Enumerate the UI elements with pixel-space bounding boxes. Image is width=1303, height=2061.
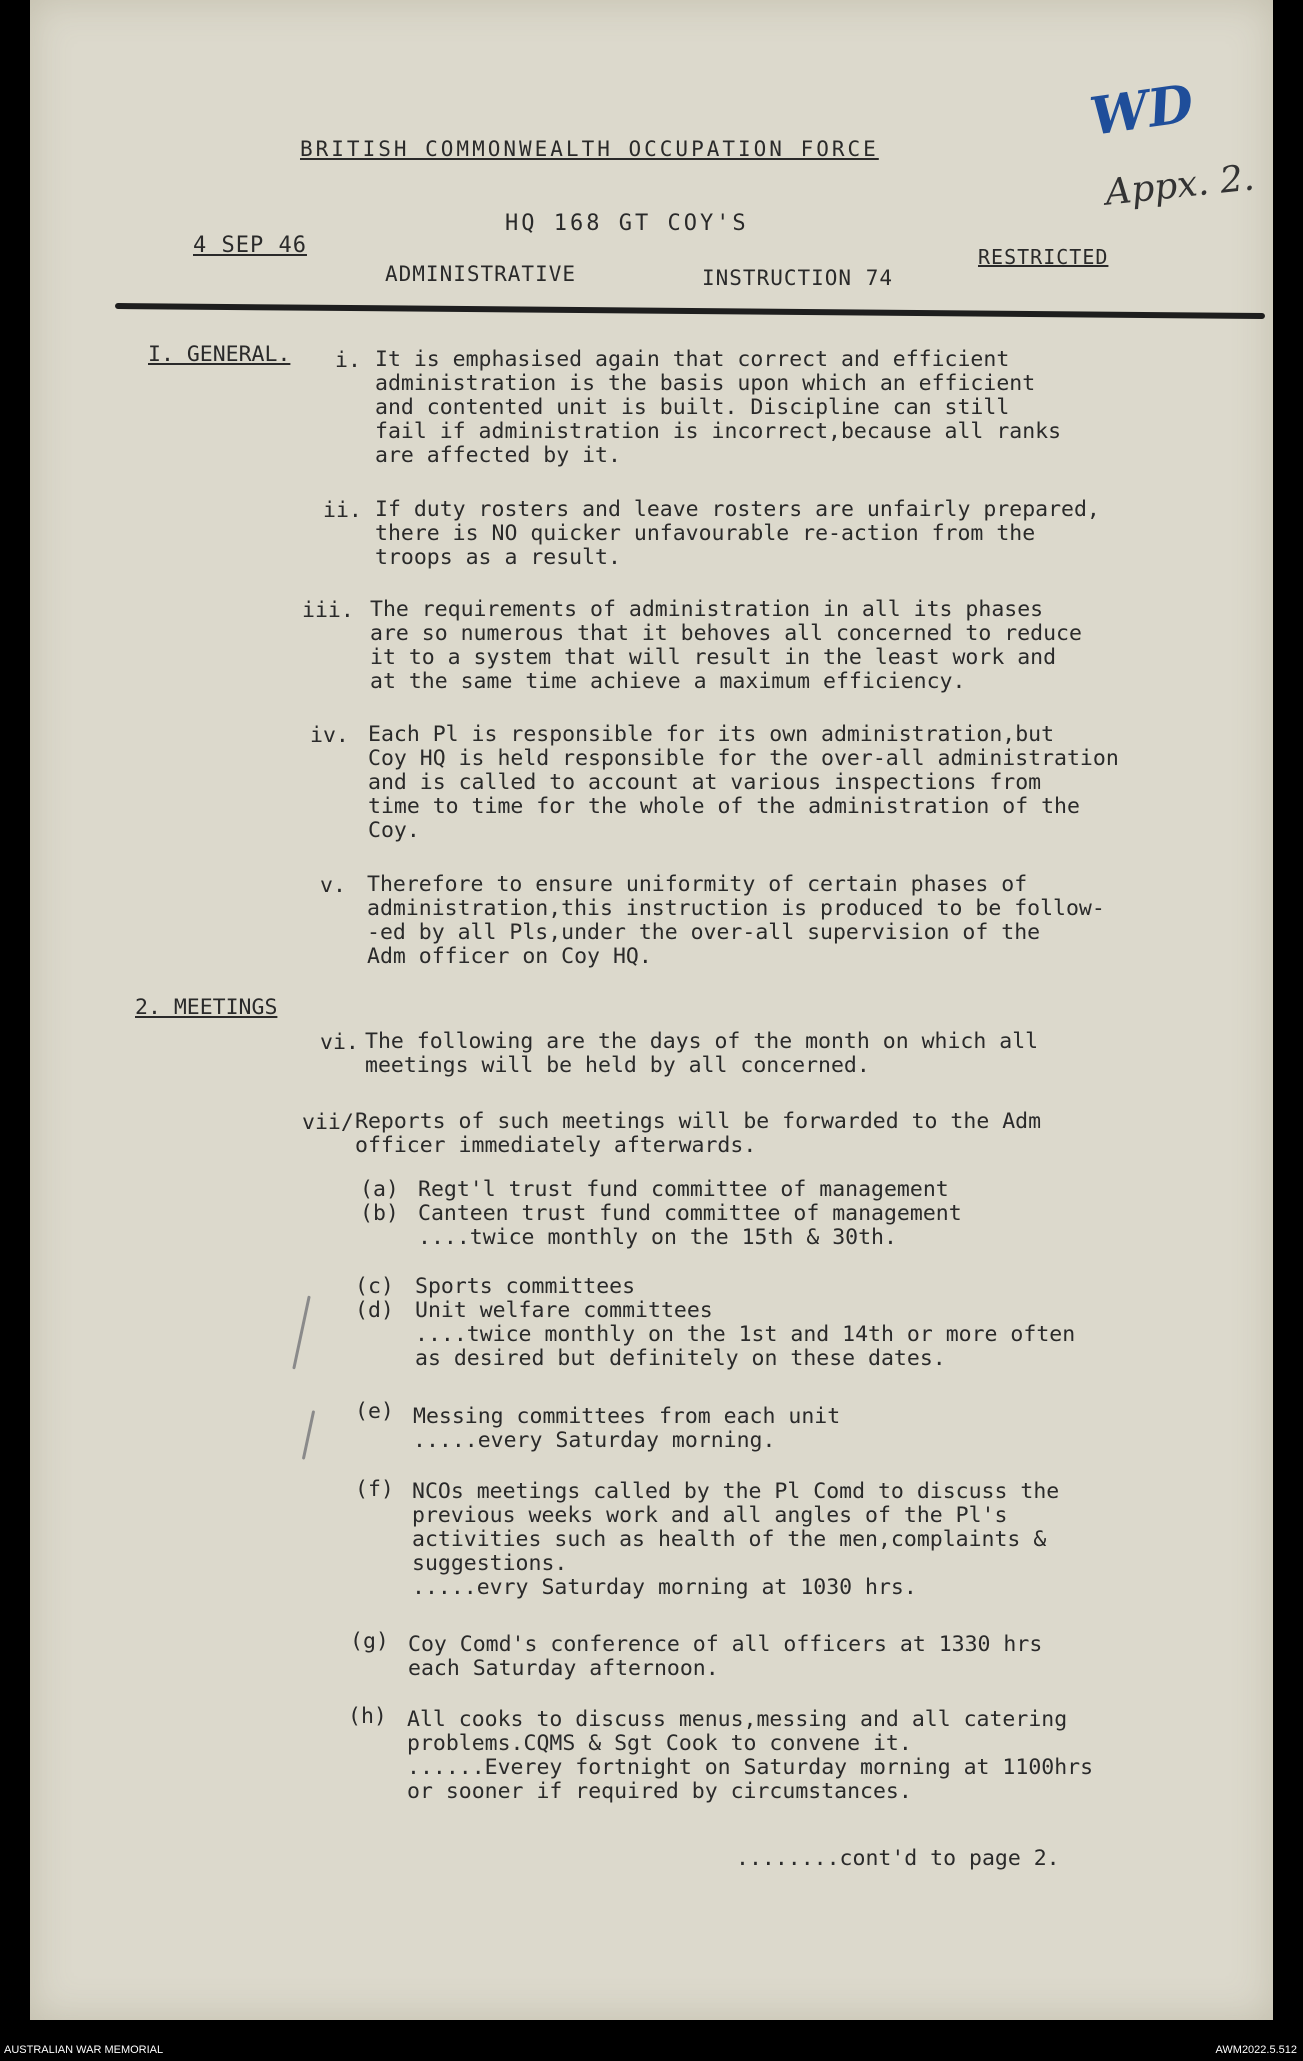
instruction-label: ADMINISTRATIVE (385, 262, 577, 286)
para-number: iii. (302, 598, 354, 623)
unit-heading: HQ 168 GT COY'S (505, 211, 749, 236)
para-number: vi. (320, 1030, 359, 1055)
pencil-mark (292, 1296, 311, 1370)
item-letters: (h) (348, 1704, 387, 1729)
para-number: iv. (310, 723, 349, 748)
paragraph: If duty rosters and leave rosters are unfairly prepared, there is NO quicker unfavourable re-action from the troops as a result. (375, 497, 1100, 570)
para-number: vii/ (302, 1110, 354, 1135)
paragraph: The requirements of administration in all its phases are so numerous that it behoves all concerned to reduce it to a system that will result in the least work and at the same time achieve a maximum efficiency. (370, 597, 1082, 694)
meeting-item: Coy Comd's conference of all officers at 1330 hrs each Saturday afternoon. (408, 1632, 1043, 1681)
meeting-item: Regt'l trust fund committee of management Canteen trust fund committee of management ....twice monthly on the 15th & 30th. (418, 1177, 962, 1250)
continuation-note: ........cont'd to page 2. (736, 1846, 1060, 1871)
item-letters: (a) (b) (360, 1177, 399, 1226)
para-number: ii. (323, 498, 362, 523)
footer-institution: AUSTRALIAN WAR MEMORIAL (4, 2044, 164, 2056)
paragraph: Each Pl is responsible for its own administration,but Coy HQ is held responsible for the over-all administration and is called to account at various inspections from time to time for the whole of the administration of the Coy. (368, 722, 1119, 843)
handwritten-appendix-note: Appx. 2. (1103, 157, 1257, 214)
paragraph: Reports of such meetings will be forwarded to the Adm officer immediately afterwards. (355, 1109, 1042, 1158)
meeting-item: NCOs meetings called by the Pl Comd to discuss the previous weeks work and all angles of the Pl's activities such as health of the men,complaints & suggestions. .....evry Saturday morning at 1030 hrs. (412, 1479, 1060, 1600)
handwritten-initials: WD (1086, 73, 1198, 148)
section-general-label: I. GENERAL. (148, 342, 291, 367)
item-letters: (f) (355, 1477, 394, 1502)
document-title: BRITISH COMMONWEALTH OCCUPATION FORCE (300, 137, 879, 161)
item-letters: (e) (355, 1399, 394, 1424)
para-number: v. (320, 873, 346, 898)
document-page (30, 0, 1273, 2020)
document-date: 4 SEP 46 (193, 233, 307, 258)
instruction-number: INSTRUCTION 74 (702, 266, 894, 290)
para-number: i. (335, 348, 361, 373)
meeting-item: Sports committees Unit welfare committees ....twice monthly on the 1st and 14th or more often as desired but definitely on these dates. (415, 1274, 1076, 1371)
item-letters: (g) (350, 1629, 389, 1654)
paragraph: Therefore to ensure uniformity of certain phases of administration,this instruction is produced to be follow- -ed by all Pls,under the over-all supervision of the Adm officer on Coy HQ. (367, 872, 1105, 969)
footer-accession-number: AWM2022.5.512 (1215, 2044, 1297, 2056)
paragraph: It is emphasised again that correct and efficient administration is the basis upon which an efficient and contented unit is built. Discipline can still fail if administration is incorrect,because all ranks are affected by it. (375, 347, 1062, 468)
meeting-item: Messing committees from each unit .....every Saturday morning. (413, 1404, 841, 1453)
meeting-item: All cooks to discuss menus,messing and all catering problems.CQMS & Sgt Cook to convene it. ......Everey fortnight on Saturday morning at 1100hrs or sooner if required by circumstances. (407, 1707, 1094, 1804)
classification-stamp: RESTRICTED (978, 245, 1109, 269)
pencil-mark (302, 1410, 315, 1460)
paragraph: The following are the days of the month on which all meetings will be held by all concerned. (365, 1029, 1039, 1078)
header-rule (115, 303, 1265, 319)
item-letters: (c) (d) (355, 1274, 394, 1323)
section-meetings-label: 2. MEETINGS (135, 995, 278, 1020)
